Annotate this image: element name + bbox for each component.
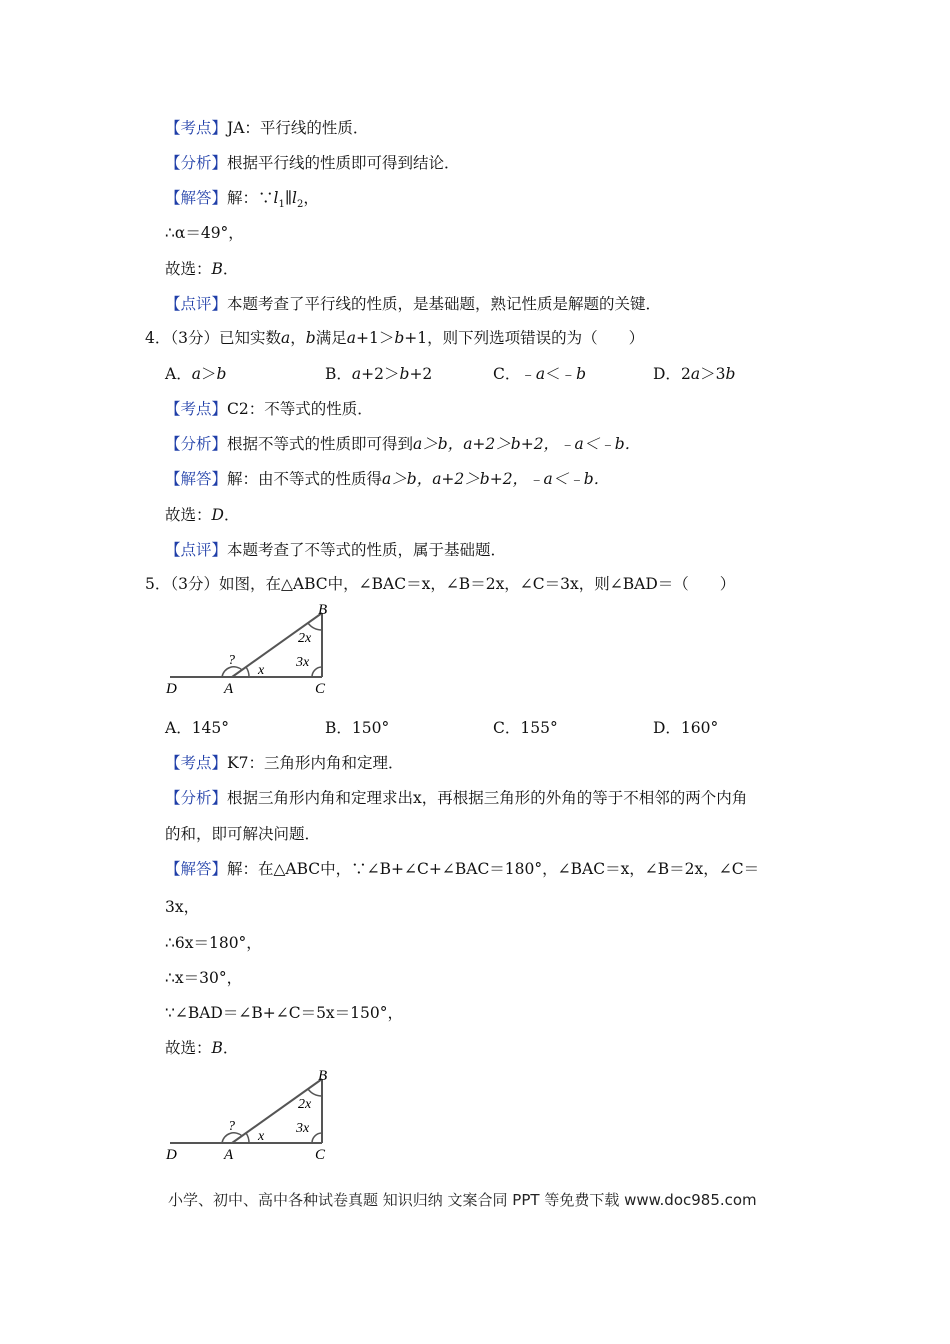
angle-c-label: 3x [296, 655, 310, 670]
kaodian-tag: 【考点】 [165, 754, 228, 772]
label-a: A [224, 1147, 234, 1163]
fenxi-text: 根据平行线的性质即可得到结论． [227, 154, 460, 172]
l2-subscript: 2 [297, 199, 304, 211]
angle-arc-c [312, 1133, 322, 1143]
kaodian-tag: 【考点】 [165, 119, 228, 137]
dianping-text: 本题考查了平行线的性质，是基础题，熟记性质是解题的关键． [227, 295, 662, 313]
option-end: +2 [409, 365, 433, 383]
cond-mid: +1＞ [355, 329, 395, 347]
jieda-prefix: 解：∵ [227, 189, 274, 207]
option-var: a [351, 365, 362, 383]
cond-a: a [346, 329, 356, 347]
jieda-text: 解：在△ABC中，∵∠B+∠C+∠BAC＝180°，∠BAC＝x，∠B＝2x，∠C＝ [227, 860, 760, 878]
option-var: b [399, 365, 410, 383]
line-l1: l [273, 189, 279, 207]
q5-step1: ∴6x＝180°， [165, 934, 262, 952]
label-d: D [166, 681, 177, 697]
q3-step1: ∴α＝49°， [165, 224, 244, 242]
choose-suffix: ． [223, 506, 240, 524]
q4-dianping [165, 540, 506, 560]
var-b: b [305, 329, 316, 347]
option-op: ＞ [200, 365, 217, 383]
stem-part: 已知实数 [219, 329, 282, 347]
angle-b-label: 2x [298, 1097, 312, 1112]
jieda-tag: 【解答】 [165, 860, 228, 878]
dianping-tag: 【点评】 [165, 541, 228, 559]
label-b: B [318, 1068, 328, 1084]
q5-jieda-line2: 3x， [165, 898, 200, 916]
fenxi-math: a＞b，a+2＞b+2，﹣a＜﹣b． [413, 435, 641, 453]
parallel-symbol: ∥ [284, 189, 293, 207]
q3-fenxi [165, 153, 460, 173]
option-op: ＞3 [700, 365, 726, 383]
kaodian-text: C2：不等式的性质． [227, 400, 373, 418]
option-var: b [576, 365, 587, 383]
label-b: B [318, 602, 328, 618]
choose-answer: D [211, 506, 224, 524]
page-footer: 小学、初中、高中各种试卷真题 知识归纳 文案合同 PPT 等免费下载 www.doc985.com [168, 1191, 757, 1209]
angle-arc-bac [246, 667, 249, 677]
kaodian-text: JA：平行线的性质． [227, 119, 369, 137]
q4-jieda [165, 469, 609, 489]
q5-step3: ∵∠BAD＝∠B+∠C＝5x＝150°， [165, 1004, 404, 1022]
angle-arc-b [308, 1089, 322, 1096]
option-var: b [216, 365, 227, 383]
q4-option-b [325, 364, 432, 384]
var-a: a [281, 329, 291, 347]
choose-prefix: 故选： [165, 1039, 212, 1057]
jieda-text: 解：由不等式的性质得 [227, 470, 383, 488]
kaodian-text: K7：三角形内角和定理． [227, 754, 404, 772]
choose-answer: B [211, 1039, 223, 1057]
angle-arc-c [312, 667, 322, 677]
option-op: ＜﹣ [545, 365, 577, 383]
choose-suffix: ． [222, 1039, 239, 1057]
label-c: C [315, 1147, 326, 1163]
option-var: a [690, 365, 701, 383]
fenxi-tag: 【分析】 [165, 789, 228, 807]
label-a: A [224, 681, 234, 697]
triangle-figure-2 [160, 1066, 340, 1166]
dianping-text: 本题考查了不等式的性质，属于基础题． [227, 541, 507, 559]
q3-jieda [165, 188, 319, 215]
angle-a-label: x [258, 1129, 265, 1144]
cond-b: b [394, 329, 405, 347]
fenxi-tag: 【分析】 [165, 154, 228, 172]
q5-choose [165, 1038, 238, 1058]
question-number: 4． [145, 329, 171, 347]
question-score: （3分） [170, 575, 219, 593]
option-label: C． [493, 365, 521, 383]
q5-fenxi [165, 788, 747, 808]
q4-choose [165, 505, 239, 525]
q5-kaodian [165, 753, 403, 773]
separator: ， [290, 329, 306, 347]
option-var: a [191, 365, 201, 383]
question-number: 5． [145, 575, 171, 593]
option-label: D． [653, 365, 681, 383]
unknown-angle-label: ? [228, 1119, 235, 1134]
label-d: D [166, 1147, 177, 1163]
unknown-angle-label: ? [228, 653, 235, 668]
choose-prefix: 故选： [165, 260, 212, 278]
line-l2: l [292, 189, 298, 207]
triangle-figure-1 [160, 600, 340, 700]
jieda-suffix: ， [303, 189, 319, 207]
q4-option-d [653, 364, 735, 384]
option-label: A． [165, 365, 192, 383]
q3-dianping [165, 294, 661, 314]
choose-prefix: 故选： [165, 506, 212, 524]
choose-answer: B [211, 260, 223, 278]
label-c: C [315, 681, 326, 697]
q4-kaodian [165, 399, 373, 419]
q5-step2: ∴x＝30°， [165, 969, 243, 987]
jieda-math: a＞b，a+2＞b+2，﹣a＜﹣b． [382, 470, 610, 488]
option-pre: ﹣ [520, 365, 536, 383]
kaodian-tag: 【考点】 [165, 400, 228, 418]
q5-jieda [165, 859, 759, 879]
q5-option-d: D．160° [653, 719, 719, 737]
angle-c-label: 3x [296, 1121, 310, 1136]
cond-end: +1，则下列选项错误的为（ ） [404, 329, 645, 347]
option-pre: 2 [680, 365, 691, 383]
q4-stem [145, 328, 644, 348]
q5-fenxi-line2: 的和，即可解决问题． [165, 825, 321, 843]
fenxi-tag: 【分析】 [165, 435, 228, 453]
jieda-tag: 【解答】 [165, 470, 228, 488]
stem-text: 如图，在△ABC中，∠BAC＝x，∠B＝2x，∠C＝3x，则∠BAD＝（ ） [219, 575, 736, 593]
fenxi-text: 根据三角形内角和定理求出x，再根据三角形的外角的等于不相邻的两个内角 [227, 789, 748, 807]
angle-arc-bac [246, 1133, 249, 1143]
stem-part: 满足 [315, 329, 347, 347]
q5-option-b: B．150° [325, 719, 390, 737]
q5-option-c: C．155° [493, 719, 558, 737]
fenxi-text: 根据不等式的性质即可得到 [227, 435, 414, 453]
q4-fenxi [165, 434, 640, 454]
q4-option-c [493, 364, 586, 384]
choose-suffix: ． [222, 260, 239, 278]
angle-b-label: 2x [298, 631, 312, 646]
option-var: a [535, 365, 546, 383]
dianping-tag: 【点评】 [165, 295, 228, 313]
q3-choose [165, 259, 238, 279]
option-label: B． [325, 365, 352, 383]
q5-stem [145, 574, 735, 594]
angle-a-label: x [258, 663, 265, 678]
l1-subscript: 1 [278, 199, 285, 211]
angle-arc-b [308, 623, 322, 630]
q4-option-a [165, 364, 226, 384]
q5-option-a: A．145° [165, 719, 230, 737]
option-var: b [725, 365, 736, 383]
jieda-tag: 【解答】 [165, 189, 228, 207]
q3-kaodian [165, 118, 368, 138]
question-score: （3分） [170, 329, 219, 347]
option-op: +2＞ [361, 365, 400, 383]
